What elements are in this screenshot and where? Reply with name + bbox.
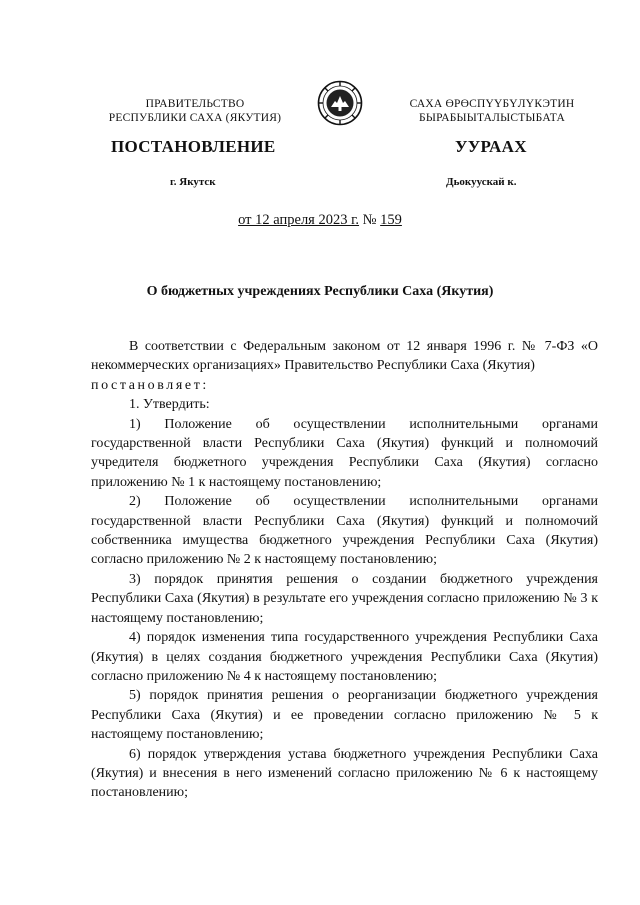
number-sign: № — [359, 212, 381, 228]
header-left-block — [95, 97, 295, 125]
city-right: Дьокуускай к. — [446, 176, 517, 188]
document-title: О бюджетных учреждениях Республики Саха (Якутия) — [146, 284, 494, 299]
document-body — [91, 337, 598, 803]
decree-word: постановляет: — [91, 377, 209, 393]
subitem-4: 4) порядок изменения типа государственного учреждения Республики Саха (Якутия) в целях создания бюджетного учреждения Республики Саха (Якутия) согласно приложению № 4 к настоящему постановлению; — [91, 630, 598, 684]
header-right-block — [388, 97, 596, 125]
date-text: от 12 апреля 2023 г. — [238, 212, 360, 228]
header-right-line1: САХА ӨРӨСПҮҮБҮЛҮКЭТИН — [409, 98, 575, 110]
subitem-1: 1) Положение об осуществлении исполнительными органами государственной власти Республики Саха (Якутия) функций и полномочий учредителя бюджетного учреждения Республики Саха (Якутия) согласно приложению № 1 к настоящему постановлению; — [91, 416, 598, 490]
subitem-3: 3) порядок принятия решения о создании бюджетного учреждения Республики Саха (Якутия) в результате его учреждения согласно приложению № 3 к настоящему постановлению; — [91, 571, 598, 626]
doc-type-left: ПОСТАНОВЛЕНИЕ — [111, 137, 276, 156]
date-number-line — [0, 212, 640, 229]
subitem-6: 6) порядок утверждения устава бюджетного учреждения Республики Саха (Якутия) и внесения в него изменений согласно приложению № 6 к настоящему постановлению; — [91, 746, 598, 801]
item-1: 1. Утвердить: — [129, 397, 210, 413]
header-left-line1: ПРАВИТЕЛЬСТВО — [145, 98, 245, 110]
doc-type-right: УУРААХ — [455, 137, 527, 156]
subitem-2: 2) Положение об осуществлении исполнительными органами государственной власти Республики Саха (Якутия) функций и полномочий собственника имущества бюджетного учреждения Республики Саха (Якутия) согласно приложению № 2 к настоящему постановлению; — [91, 494, 598, 568]
city-left: г. Якутск — [170, 176, 216, 188]
coat-of-arms-icon — [317, 80, 363, 126]
document-number: 159 — [380, 212, 402, 228]
header-left-line2: РЕСПУБЛИКИ САХА (ЯКУТИЯ) — [108, 112, 282, 124]
header-right-line2: БЫРАБЫЫТАЛЫСТЫБАТА — [419, 112, 565, 124]
subitem-5: 5) порядок принятия решения о реорганизации бюджетного учреждения Республики Саха (Якутия) и ее проведении согласно приложению № 5 к настоящему постановлению; — [91, 688, 598, 743]
intro-paragraph: В соответствии с Федеральным законом от 12 января 1996 г. № 7-ФЗ «О некоммерческих организациях» Правительство Республики Саха (Якутия) — [91, 339, 598, 374]
